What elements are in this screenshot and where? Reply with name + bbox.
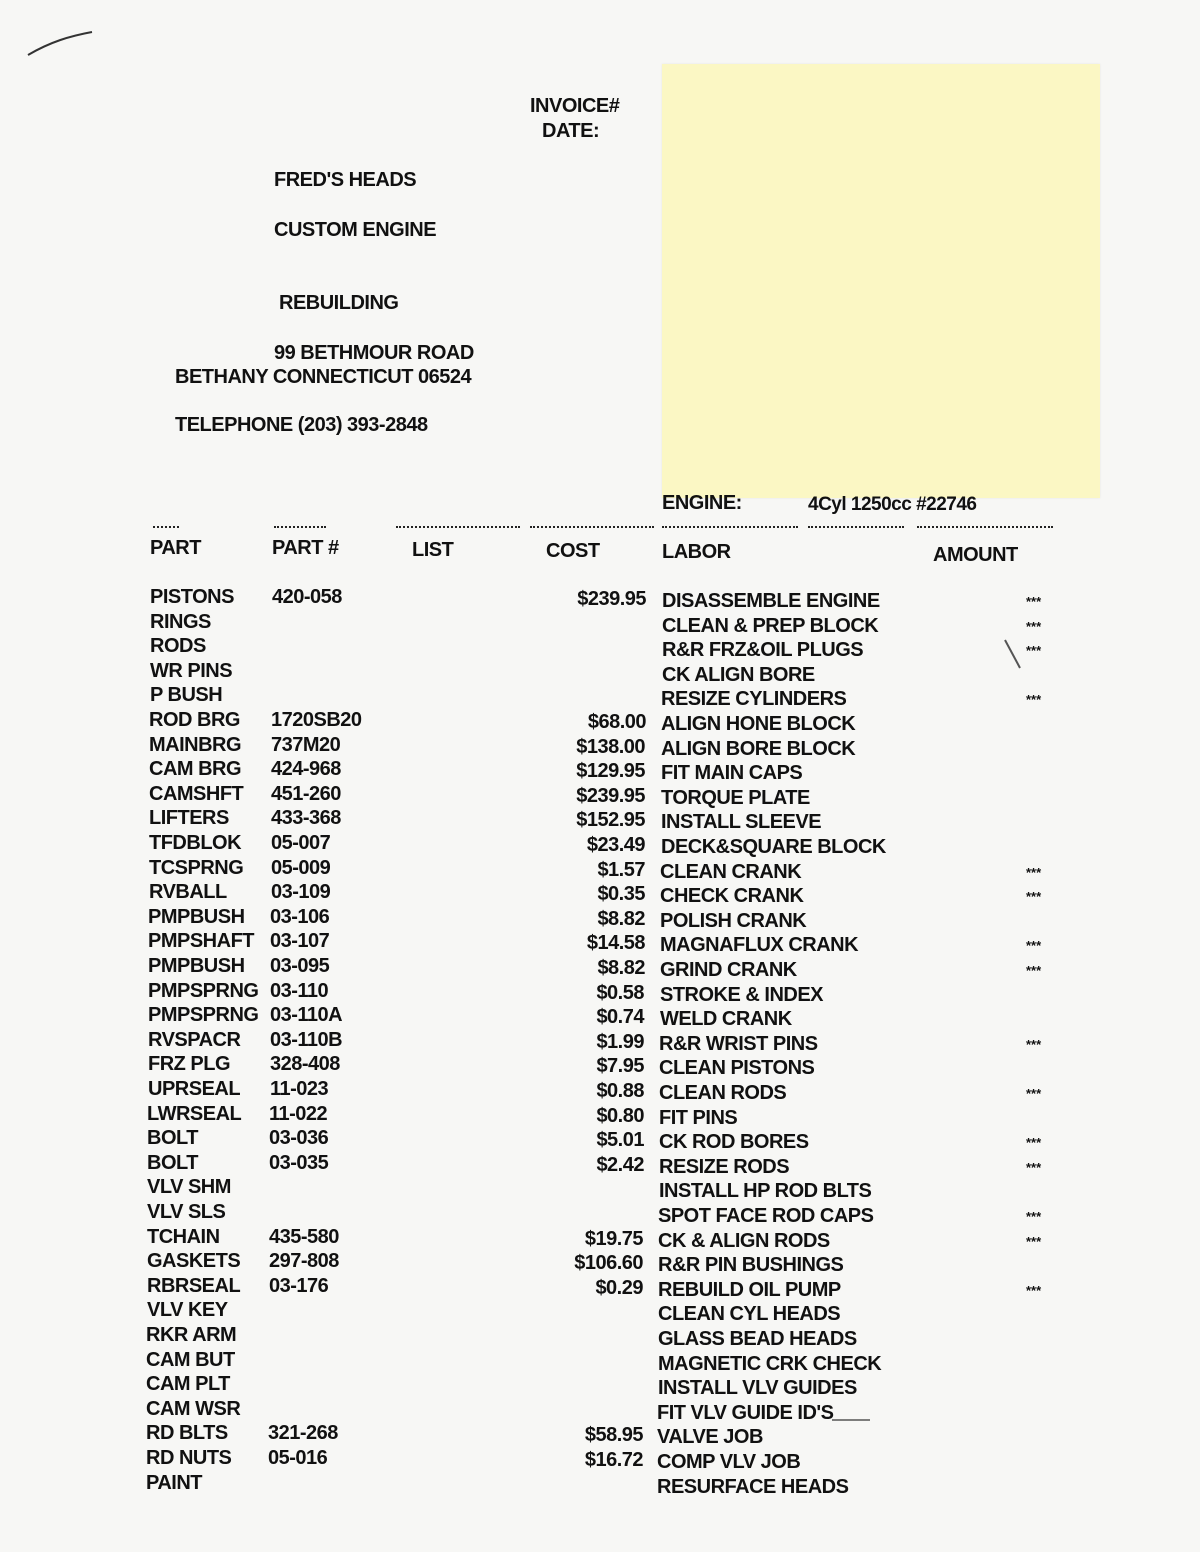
col-part-no: PART #	[272, 537, 339, 559]
part-number: 433-368	[271, 807, 341, 829]
part-cost: $16.72	[584, 1449, 643, 1471]
part-cost: $152.95	[576, 809, 645, 831]
sticky-note	[662, 64, 1100, 498]
part-number: 328-408	[270, 1053, 340, 1075]
part-number: 03-095	[270, 955, 330, 977]
part-number: 737M20	[271, 734, 341, 756]
part-number: 05-007	[271, 832, 331, 854]
labor-item: CHECK CRANK	[660, 885, 804, 907]
shop-phone: TELEPHONE (203) 393-2848	[175, 414, 428, 436]
shop-name: FRED'S HEADS	[274, 169, 417, 191]
part-cost: $8.82	[597, 957, 645, 979]
leader-cost	[530, 526, 654, 528]
part-number: 05-016	[268, 1447, 328, 1469]
part-cost: $2.42	[596, 1154, 644, 1176]
part-name: RVBALL	[149, 882, 227, 902]
leader-list	[396, 526, 520, 528]
labor-item: CLEAN CYL HEADS	[658, 1303, 841, 1325]
labor-amount: ***	[1026, 1209, 1042, 1224]
part-name: PISTONS	[150, 587, 234, 607]
labor-item: FIT VLV GUIDE ID'S	[657, 1402, 834, 1424]
part-number: 424-968	[271, 758, 341, 780]
labor-item: ALIGN BORE BLOCK	[661, 738, 856, 760]
labor-item: TORQUE PLATE	[661, 787, 810, 809]
part-name: UPRSEAL	[148, 1079, 241, 1099]
labor-amount: ***	[1026, 692, 1042, 707]
labor-item: REBUILD OIL PUMP	[658, 1279, 841, 1301]
col-amount: AMOUNT	[933, 544, 1018, 566]
labor-item: VALVE JOB	[657, 1426, 763, 1448]
part-cost: $19.75	[584, 1228, 643, 1250]
part-name: TFDBLOK	[149, 833, 242, 853]
part-number: 03-035	[269, 1152, 329, 1174]
labor-amount: ***	[1026, 1234, 1042, 1249]
part-name: RINGS	[150, 612, 211, 632]
part-number: 03-110	[270, 980, 329, 1002]
labor-item: CLEAN PISTONS	[659, 1057, 815, 1079]
part-name: RODS	[150, 636, 206, 656]
part-number: 420-058	[272, 586, 342, 608]
labor-item: SPOT FACE ROD CAPS	[658, 1205, 874, 1227]
part-name: VLV SHM	[147, 1177, 231, 1197]
labor-amount: ***	[1026, 1037, 1042, 1052]
part-cost: $0.80	[596, 1105, 644, 1127]
part-name: ROD BRG	[149, 710, 240, 730]
part-cost: $1.57	[597, 859, 645, 881]
part-name: CAMSHFT	[149, 784, 244, 804]
part-number: 03-036	[269, 1127, 329, 1149]
labor-amount: ***	[1026, 963, 1042, 978]
part-name: CAM BUT	[146, 1350, 235, 1370]
part-name: PAINT	[146, 1473, 203, 1493]
part-number: 11-022	[269, 1103, 328, 1125]
part-number: 1720SB20	[271, 709, 362, 731]
part-name: RKR ARM	[146, 1325, 237, 1345]
labor-item: FIT MAIN CAPS	[661, 762, 803, 784]
shop-tagline-1: CUSTOM ENGINE	[274, 219, 437, 241]
part-number: 11-023	[270, 1078, 329, 1100]
part-number: 451-260	[271, 783, 341, 805]
part-name: LIFTERS	[149, 808, 229, 828]
date-label: DATE:	[542, 120, 600, 142]
labor-item: DECK&SQUARE BLOCK	[661, 836, 886, 858]
shop-street: 99 BETHMOUR ROAD	[274, 342, 474, 364]
labor-item: CK ROD BORES	[659, 1131, 809, 1153]
part-cost: $0.29	[595, 1277, 643, 1299]
labor-item: R&R PIN BUSHINGS	[658, 1254, 844, 1276]
part-cost: $239.95	[577, 588, 646, 610]
part-cost: $1.99	[596, 1031, 644, 1053]
part-number: 03-109	[271, 881, 331, 903]
shop-tagline-2: REBUILDING	[279, 292, 399, 314]
part-cost: $106.60	[574, 1252, 643, 1274]
labor-item: GRIND CRANK	[660, 959, 797, 981]
part-cost: $0.74	[596, 1006, 644, 1028]
labor-item: CK ALIGN BORE	[662, 664, 815, 686]
col-cost: COST	[546, 540, 600, 562]
invoice-label: INVOICE#	[530, 95, 620, 117]
part-name: WR PINS	[150, 661, 233, 681]
labor-amount: ***	[1026, 594, 1042, 609]
leader-labor-2	[808, 526, 904, 528]
part-name: RBRSEAL	[147, 1276, 241, 1296]
labor-item: RESIZE CYLINDERS	[661, 688, 847, 710]
part-name: VLV KEY	[147, 1300, 228, 1320]
labor-item: STROKE & INDEX	[660, 984, 824, 1006]
labor-item: CLEAN RODS	[659, 1082, 787, 1104]
part-name: BOLT	[147, 1153, 198, 1173]
labor-item: INSTALL SLEEVE	[661, 811, 822, 833]
labor-item: CLEAN & PREP BLOCK	[662, 615, 879, 637]
labor-amount: ***	[1026, 1283, 1042, 1298]
labor-item: DISASSEMBLE ENGINE	[662, 590, 880, 612]
engine-value: 4Cyl 1250cc #22746	[808, 494, 977, 515]
col-list: LIST	[412, 539, 454, 561]
part-number: 03-176	[269, 1275, 329, 1297]
labor-amount: ***	[1026, 1086, 1042, 1101]
part-name: PMPSPRNG	[148, 981, 259, 1001]
part-name: CAM WSR	[146, 1399, 241, 1419]
part-cost: $68.00	[587, 711, 646, 733]
labor-amount: ***	[1026, 1160, 1042, 1175]
part-name: RVSPACR	[148, 1030, 241, 1050]
part-name: TCHAIN	[147, 1227, 220, 1247]
labor-item: ALIGN HONE BLOCK	[661, 713, 856, 735]
col-labor: LABOR	[662, 541, 731, 563]
labor-item: R&R WRIST PINS	[659, 1033, 818, 1055]
part-cost: $0.88	[596, 1080, 644, 1102]
labor-item: INSTALL HP ROD BLTS	[659, 1180, 872, 1202]
labor-item: COMP VLV JOB	[657, 1451, 801, 1473]
labor-item: WELD CRANK	[660, 1008, 792, 1030]
labor-item: CK & ALIGN RODS	[658, 1230, 830, 1252]
part-cost: $0.35	[597, 883, 645, 905]
labor-item: FIT PINS	[659, 1107, 738, 1129]
labor-amount: ***	[1026, 938, 1042, 953]
part-number: 03-110A	[270, 1004, 343, 1026]
part-name: GASKETS	[147, 1251, 241, 1271]
labor-amount: ***	[1026, 619, 1042, 634]
part-number: 435-580	[269, 1226, 339, 1248]
labor-item: INSTALL VLV GUIDES	[658, 1377, 857, 1399]
part-name: TCSPRNG	[149, 858, 244, 878]
part-name: CAM BRG	[149, 759, 242, 779]
leader-amount	[917, 526, 1053, 528]
part-cost: $58.95	[584, 1424, 643, 1446]
part-name: P BUSH	[150, 685, 223, 705]
part-name: CAM PLT	[146, 1374, 230, 1394]
part-name: PMPSPRNG	[148, 1005, 259, 1025]
part-cost: $7.95	[596, 1055, 644, 1077]
part-name: VLV SLS	[147, 1202, 226, 1222]
part-name: FRZ PLG	[148, 1054, 231, 1074]
part-cost: $23.49	[586, 834, 645, 856]
labor-item: R&R FRZ&OIL PLUGS	[662, 639, 864, 661]
labor-item: MAGNETIC CRK CHECK	[658, 1353, 882, 1375]
part-cost: $5.01	[596, 1129, 644, 1151]
part-number: 321-268	[268, 1422, 338, 1444]
part-name: MAINBRG	[149, 735, 242, 755]
labor-amount: ***	[1026, 643, 1042, 658]
labor-amount: ***	[1026, 889, 1042, 904]
part-number: 297-808	[269, 1250, 339, 1272]
labor-item: MAGNAFLUX CRANK	[660, 934, 859, 956]
part-number: 03-107	[270, 930, 330, 952]
part-number: 03-106	[270, 906, 330, 928]
labor-amount: ***	[1026, 865, 1042, 880]
leader-labor	[662, 526, 798, 528]
part-cost: $14.58	[586, 932, 645, 954]
part-name: RD BLTS	[146, 1423, 228, 1443]
part-name: PMPBUSH	[148, 907, 245, 927]
labor-amount: ***	[1026, 1135, 1042, 1150]
shop-city: BETHANY CONNECTICUT 06524	[175, 366, 472, 388]
col-part: PART	[150, 537, 201, 559]
part-number: 03-110B	[270, 1029, 343, 1051]
part-cost: $138.00	[576, 736, 645, 758]
part-name: BOLT	[147, 1128, 198, 1148]
labor-item: RESIZE RODS	[659, 1156, 790, 1178]
part-name: LWRSEAL	[147, 1104, 242, 1124]
engine-label: ENGINE:	[662, 492, 742, 514]
part-cost: $239.95	[576, 785, 645, 807]
part-name: PMPSHAFT	[148, 931, 254, 951]
leader-part	[153, 526, 179, 528]
part-number: 05-009	[271, 857, 331, 879]
labor-item: CLEAN CRANK	[660, 861, 802, 883]
part-cost: $8.82	[597, 908, 645, 930]
part-cost: $0.58	[596, 982, 644, 1004]
part-cost: $129.95	[576, 760, 645, 782]
labor-item: RESURFACE HEADS	[657, 1476, 849, 1498]
labor-item: POLISH CRANK	[660, 910, 807, 932]
part-name: PMPBUSH	[148, 956, 245, 976]
leader-part-no	[274, 526, 326, 528]
part-name: RD NUTS	[146, 1448, 232, 1468]
labor-item: GLASS BEAD HEADS	[658, 1328, 857, 1350]
